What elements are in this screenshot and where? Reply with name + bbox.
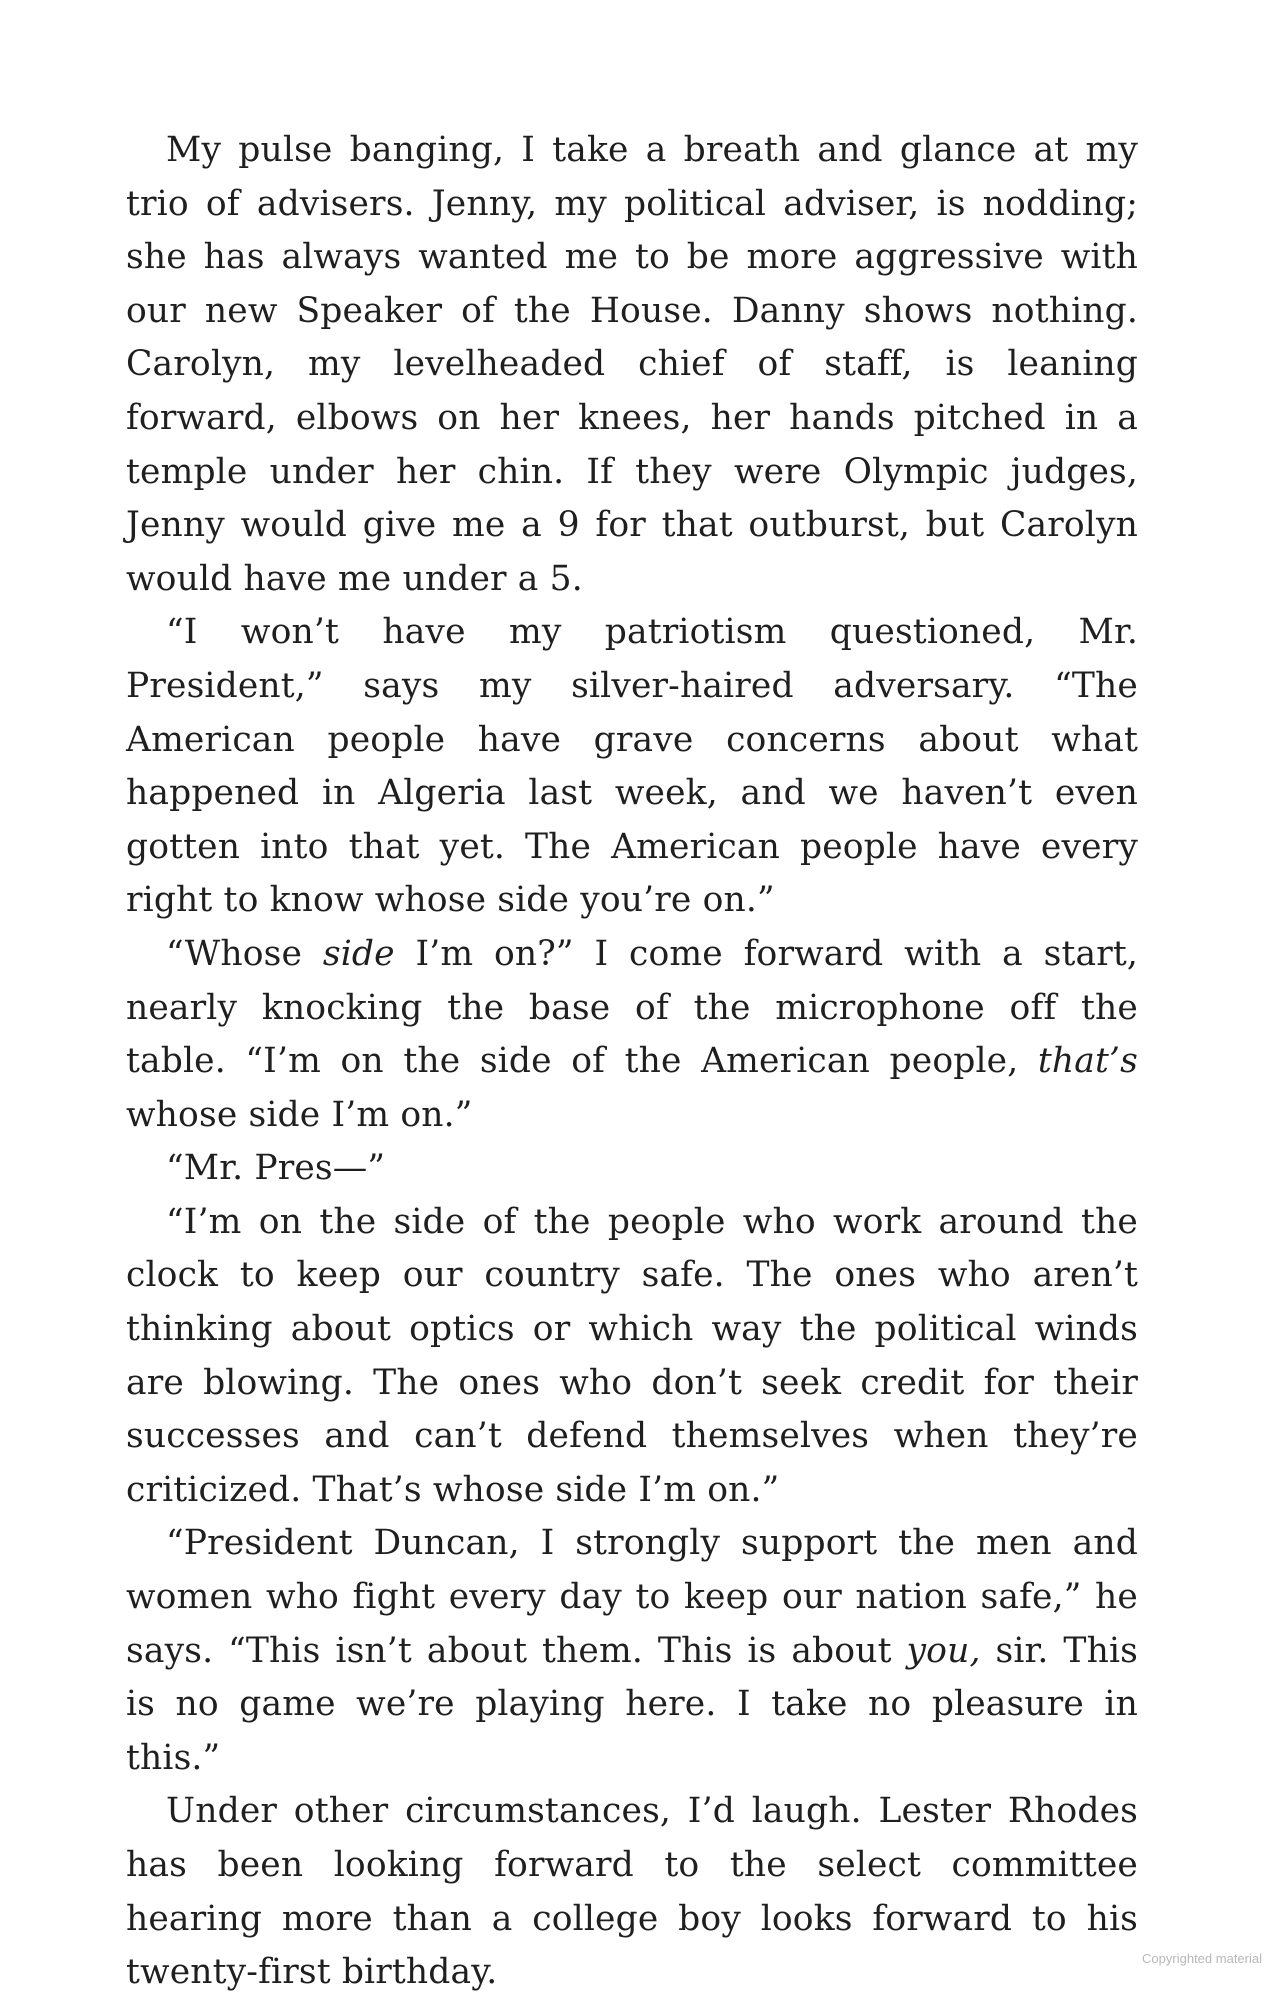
paragraph (126, 1785, 1138, 1999)
paragraph (126, 928, 1138, 1142)
text-run: My pulse banging, I take a breath and glance at my trio of advisers. Jenny, my political adviser, is nodding; she has always wanted me to be more aggressive with our new Speaker of the House. Danny shows nothing. Carolyn, my levelheaded chief of staff, is leaning forward, elbows on her knees, her hands pitched in a temple under her chin. If they were Olympic judges, Jenny would give me a 9 for that outburst, but Carolyn would have me under a 5. (126, 130, 1138, 599)
italic-text-run: that’s (1037, 1041, 1138, 1082)
text-run: Under other circumstances, I’d laugh. Lester Rhodes has been looking forward to the select committee hearing more than a college boy looks forward to his twenty-first birthday. (126, 1791, 1138, 1993)
paragraph (126, 1517, 1138, 1785)
text-run: “President Duncan, I strongly support the men and women who fight every day to keep our nation safe,” he says. “This isn’t about them. This is about (126, 1523, 1138, 1671)
paragraph (126, 1196, 1138, 1518)
text-run: “Mr. Pres—” (166, 1148, 386, 1189)
text-run: sir. This is no game we’re playing here. I take no pleasure in this.” (126, 1630, 1138, 1778)
text-run: “I won’t have my patriotism questioned, Mr. President,” says my silver-haired adversary. “The American people have grave concerns about what happened in Algeria last week, and we haven’t even gotten into that yet. The American people have every right to know whose side you’re on.” (126, 612, 1138, 921)
paragraph (126, 1142, 1138, 1196)
text-run: “Whose (166, 933, 323, 974)
copyright-watermark: Copyrighted material (1142, 1951, 1262, 1966)
text-run: whose side I’m on.” (126, 1094, 473, 1135)
paragraph (126, 606, 1138, 928)
paragraph (126, 124, 1138, 606)
text-run: I’m on?” I come forward with a start, nearly knocking the base of the microphone off the table. “I’m on the side of the American people, (126, 933, 1138, 1082)
italic-text-run: you, (906, 1630, 981, 1671)
italic-text-run: side (322, 933, 395, 974)
book-page-text (126, 124, 1138, 2000)
text-run: “I’m on the side of the people who work around the clock to keep our country safe. The ones who aren’t thinking about optics or which way the political winds are blowing. The ones who don’t seek credit for their successes and can’t defend themselves when they’re criticized. That’s whose side I’m on.” (126, 1201, 1138, 1510)
